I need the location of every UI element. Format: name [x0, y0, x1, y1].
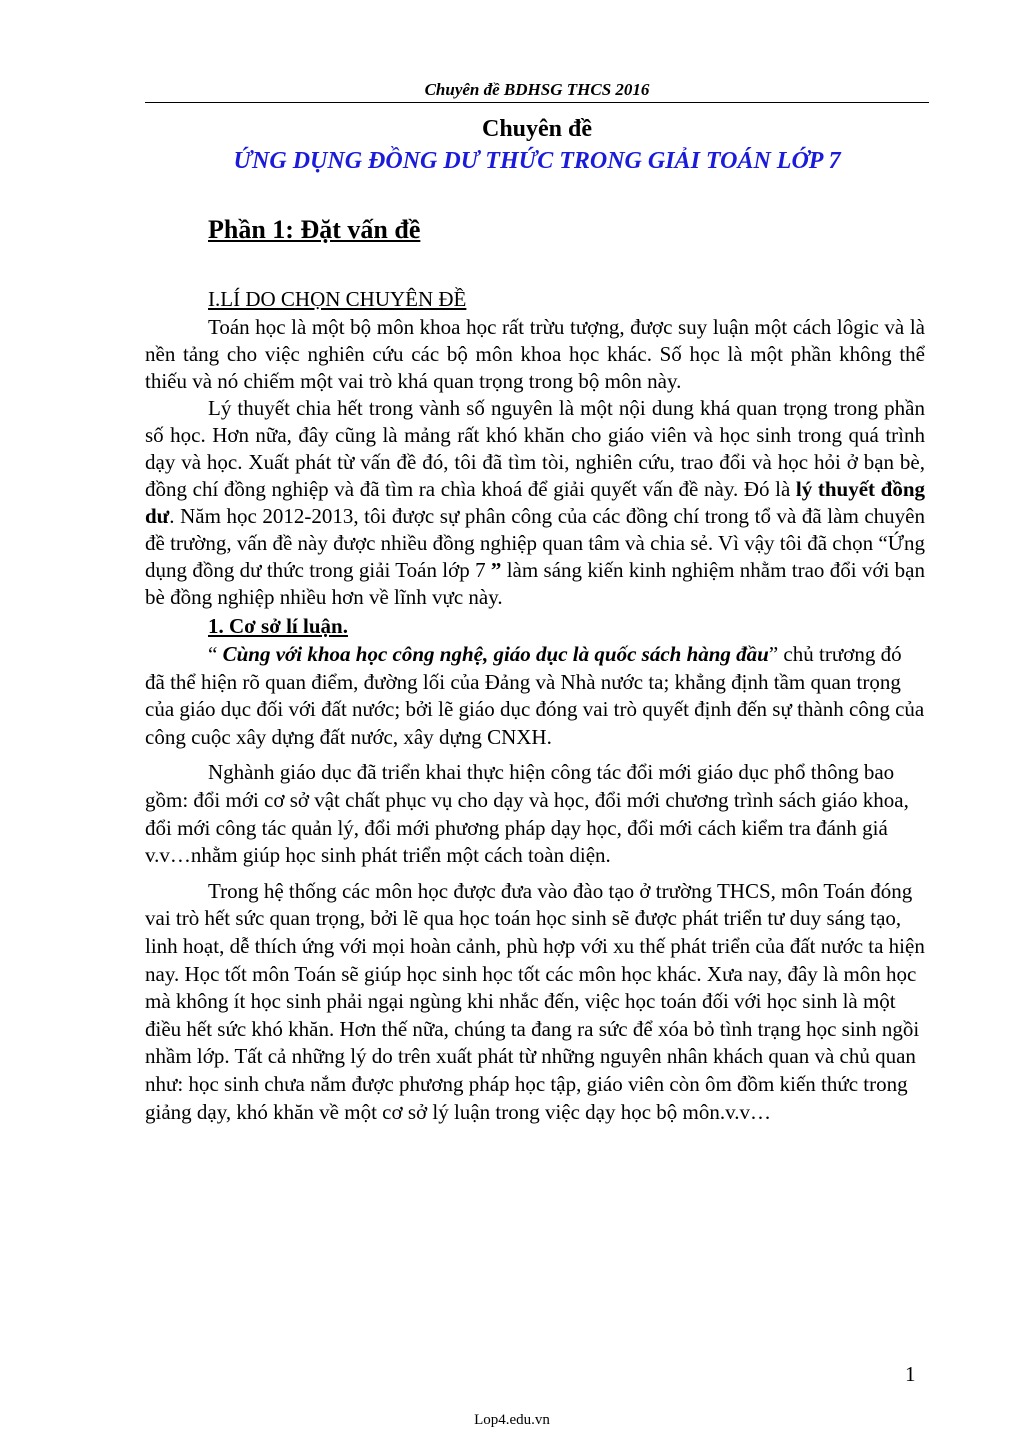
paragraph-2-bold-term: lý thuyết đồng dư [145, 477, 926, 528]
paragraph-3 [145, 641, 925, 751]
paragraph-1: Toán học là một bộ môn khoa học rất trừu tượng, được suy luận một cách lôgic và là nền tảng cho việc nghiên cứu các bộ môn khoa học khác. Số học là một phần không thể thiếu và nó chiếm một vai trò khá quan trọng trong bộ môn này. [145, 315, 925, 393]
section-heading: I.LÍ DO CHỌN CHUYÊN ĐỀ [208, 287, 467, 311]
paragraph-2 [145, 395, 925, 611]
paragraph-2-text-c: làm sáng kiến kinh nghiệm nhằm trao đổi với bạn bè đồng nghiệp nhiều hơn về lĩnh vực này. [145, 558, 925, 609]
footer-site: Lop4.edu.vn [474, 1412, 550, 1428]
document-title-line1: Chuyên đề [481, 116, 593, 142]
part-heading: Phần 1: Đặt vấn đề [208, 215, 421, 244]
paragraph-3-text: ” chủ trương đó đã thể hiện rõ quan điểm, đường lối của Đảng và Nhà nước ta; khẳng định tầm quan trọng của giáo dục đối với đất nước; bởi lẽ giáo dục đóng vai trò quyết định đến sự thành công của công cuộc xây dựng đất nước, xây dựng CNXH. [145, 642, 925, 749]
page-number: 1 [905, 1362, 916, 1386]
paragraph-3-emphasis: Cùng với khoa học công nghệ, giáo dục là quốc sách hàng đầu [222, 642, 769, 666]
paragraph-5: Trong hệ thống các môn học được đưa vào đào tạo ở trường THCS, môn Toán đóng vai trò hết sức quan trọng, bởi lẽ qua học toán học sinh sẽ được phát triển tư duy sáng tạo, linh hoạt, dễ thích ứng với mọi hoàn cảnh, phù hợp với xu thế phát triển của đất nước ta hiện nay. Học tốt môn Toán sẽ giúp học sinh học tốt các môn học khác. Xưa nay, đây là môn học mà không ít học sinh phải ngại ngùng khi nhắc đến, việc học toán đối với học sinh là một điều hết sức khó khăn. Hơn thế nữa, chúng ta đang ra sức để xóa bỏ tình trạng học sinh ngồi nhầm lớp. Tất cả những lý do trên xuất phát từ những nguyên nhân khách quan và chủ quan như: học sinh chưa nắm được phương pháp học tập, giáo viên còn ôm đồm kiến thức trong giảng dạy, khó khăn về một cơ sở lý luận trong việc dạy học bộ môn.v.v… [145, 878, 925, 1124]
paragraph-3-open-quote: “ [208, 642, 223, 666]
paragraph-4: Nghành giáo dục đã triển khai thực hiện công tác đổi mới giáo dục phổ thông bao gồm: đổi mới cơ sở vật chất phục vụ cho dạy và học, đổi mới chương trình sách giáo khoa, đổi mới công tác quản lý, đổi mới phương pháp dạy học, đổi mới cách kiểm tra đánh giá v.v…nhằm giúp học sinh phát triển một cách toàn diện. [145, 760, 909, 868]
paragraph-2-text-b: . Năm học 2012-2013, tôi được sự phân công của các đồng chí trong tổ và đã làm chuyên đề trường, vấn đề này được nhiều đồng nghiệp quan tâm và chia sẻ. Vì vậy tôi đã chọn “Ứng dụng đồng dư thức trong giải Toán lớp 7 [145, 504, 925, 582]
document-body [145, 284, 925, 1126]
paragraph-2-text-a: Lý thuyết chia hết trong vành số nguyên là một nội dung khá quan trọng trong phần số học. Hơn nữa, đây cũng là mảng rất khó khăn cho giáo viên và học sinh trong quá trình dạy và học. Xuất phát từ vấn đề đó, tôi đã tìm tòi, nghiên cứu, trao đổi và học hỏi ở bạn bè, đồng chí đồng nghiệp và đã tìm ra chìa khoá để giải quyết vấn đề này. Đó là [145, 396, 925, 501]
running-header: Chuyên đề BDHSG THCS 2016 [424, 80, 650, 99]
paragraph-2-bold-quote: ” [490, 558, 502, 582]
header-rule [145, 102, 929, 103]
document-title-line2: ỨNG DỤNG ĐỒNG DƯ THỨC TRONG GIẢI TOÁN LỚP 7 [233, 148, 841, 174]
subheading-co-so-li-luan: 1. Cơ sở lí luận. [208, 614, 348, 638]
